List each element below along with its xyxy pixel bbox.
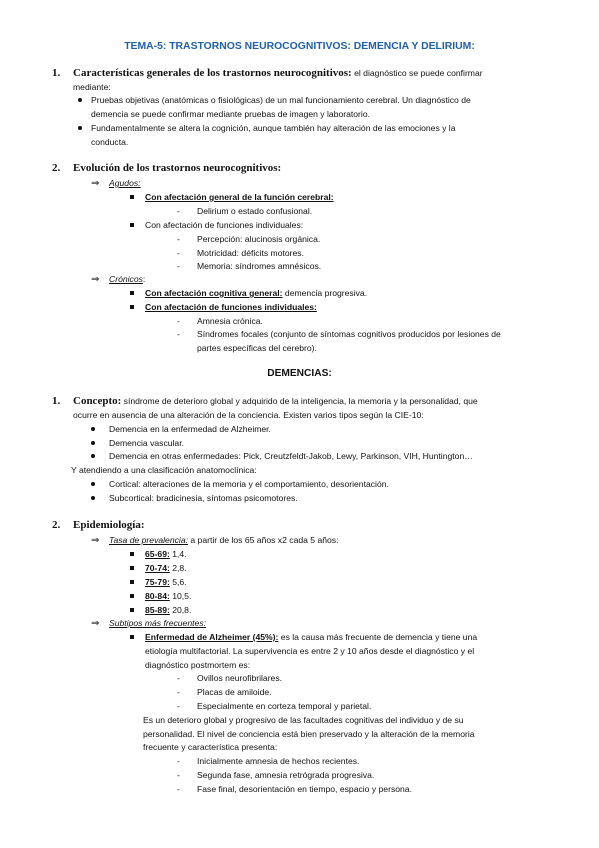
rate-value: 5,6. [169, 577, 187, 587]
list-item: Segunda fase, amnesia retrógrada progresiva. [197, 770, 375, 780]
section-number: 2. [52, 162, 61, 174]
list-item: Fase final, desorientación en tiempo, espacio y persona. [197, 784, 412, 794]
section-text: síndrome de deterioro global y adquirido de la inteligencia, la memoria y la personalidad, que [121, 396, 478, 406]
rate-value: 2,8. [169, 563, 187, 573]
rate-row [145, 591, 191, 602]
dash-bullet: - [177, 261, 180, 271]
section-heading: Epidemiología: [73, 519, 145, 531]
square-bullet [130, 635, 134, 639]
list-item-cont: partes específicas del cerebro). [197, 343, 317, 353]
dash-bullet: - [177, 673, 180, 683]
square-bullet [130, 608, 134, 612]
paragraph-line: ocurre en ausencia de una alteración de la conciencia. Existen varios tipos según la CIE-10: [73, 410, 424, 420]
list-item: Demencia vascular. [109, 438, 184, 448]
section-heading: Concepto: [73, 395, 122, 407]
list-item: Con afectación general de la función cerebral: [145, 192, 334, 202]
list-item-cont: demencia se puede confirmar mediante pruebas de imagen y laboratorio. [91, 109, 370, 119]
rate-range: 70-74: [145, 563, 170, 573]
rate-value: 20,8. [169, 605, 192, 615]
dash-bullet: - [177, 756, 180, 766]
arrow-right-icon: ⇒ [91, 535, 100, 546]
list-item: Cortical: alteraciones de la memoria y el comportamiento, desorientación. [109, 479, 389, 489]
paragraph-line: Y atendiendo a una clasificación anatomoclínica: [71, 465, 257, 475]
dash-bullet: - [177, 206, 180, 216]
rate-row [145, 605, 191, 616]
bullet [91, 441, 95, 445]
list-item: Ovillos neurofibrilares. [197, 673, 283, 683]
rate-value: 1,4. [169, 549, 187, 559]
list-item-label: Enfermedad de Alzheimer (45%): [145, 632, 279, 642]
colon: : [142, 274, 146, 284]
list-item: Subcortical: bradicinesia, síntomas psicomotores. [109, 493, 298, 503]
list-item: Placas de amiloide. [197, 687, 272, 697]
dash-bullet: - [177, 784, 180, 794]
square-bullet [130, 594, 134, 598]
rate-range: 85-89: [145, 605, 170, 615]
arrow-right-icon: ⇒ [91, 618, 100, 629]
bullet [78, 98, 82, 102]
list-item: Pruebas objetivas (anatómicas o fisiológicas) de un mal funcionamiento cerebral. Un diagnóstico de [91, 95, 471, 105]
section-title-demencias: DEMENCIAS: [267, 368, 332, 379]
paragraph-line: mediante: [73, 82, 111, 92]
list-item [145, 632, 477, 643]
subheading-tasa: Tasa de prevalencia: [109, 535, 188, 545]
dash-bullet: - [177, 316, 180, 326]
paragraph-line: Es un deterioro global y progresivo de las facultades cognitivas del individuo y de su [143, 715, 464, 725]
subheading-cronicos-line [109, 274, 145, 285]
dash-bullet: - [177, 329, 180, 339]
list-item: Inicialmente amnesia de hechos recientes. [197, 756, 360, 766]
list-item-cont: etiología multifactorial. La supervivencia es entre 2 y 10 años desde el diagnóstico y el [145, 646, 475, 656]
subheading-subtipos: Subtipos más frecuentes: [109, 618, 206, 628]
list-item-cont: conducta. [91, 137, 129, 147]
arrow-right-icon: ⇒ [91, 274, 100, 285]
paragraph-line: personalidad. El nivel de conciencia está bien preservado y la alteración de la memoria [143, 729, 475, 739]
rate-row [145, 549, 187, 560]
bullet [91, 454, 95, 458]
dash-bullet: - [177, 687, 180, 697]
dash-bullet: - [177, 770, 180, 780]
list-item-label: Con afectación cognitiva general: [145, 288, 283, 298]
bullet [91, 427, 95, 431]
list-item-cont: diagnóstico postmortem es: [145, 660, 251, 670]
list-item: Demencia en la enfermedad de Alzheimer. [109, 424, 271, 434]
section-heading: Evolución de los trastornos neurocognitivos: [73, 162, 282, 174]
square-bullet [130, 552, 134, 556]
dash-bullet: - [177, 234, 180, 244]
bullet [91, 482, 95, 486]
rate-row [145, 563, 187, 574]
subheading-cronicos: Crónicos [109, 274, 143, 284]
list-item [145, 288, 367, 299]
list-item: Delirium o estado confusional. [197, 206, 313, 216]
section-number: 1. [52, 67, 61, 79]
bullet [91, 496, 95, 500]
square-bullet [130, 580, 134, 584]
rate-row [145, 577, 187, 588]
list-item: Fundamentalmente se altera la cognición, aunque también hay alteración de las emociones y la [91, 123, 456, 133]
rate-value: 10,5. [169, 591, 192, 601]
list-item: Con afectación de funciones individuales: [145, 302, 317, 312]
list-item: Con afectación de funciones individuales: [145, 220, 304, 230]
list-item: Memoria: síndromes amnésicos. [197, 261, 322, 271]
section-text: el diagnóstico se puede confirmar [351, 68, 483, 78]
square-bullet [130, 195, 134, 199]
rate-range: 65-69: [145, 549, 170, 559]
arrow-right-icon: ⇒ [91, 178, 100, 189]
dash-bullet: - [177, 248, 180, 258]
section-heading-line [73, 68, 483, 79]
list-item-text: demencia progresiva. [282, 288, 368, 298]
square-bullet [130, 305, 134, 309]
subheading-text: a partir de los 65 años x2 cada 5 años: [188, 535, 339, 545]
list-item: Percepción: alucinosis orgánica. [197, 234, 321, 244]
list-item: Amnesia crónica. [197, 316, 263, 326]
list-item: Síndromes focales (conjunto de síntomas cognitivos producidos por lesiones de [197, 329, 501, 339]
list-item: Motricidad: déficits motores. [197, 248, 304, 258]
rate-range: 80-84: [145, 591, 170, 601]
square-bullet [130, 566, 134, 570]
section-number: 2. [52, 519, 61, 531]
rate-range: 75-79: [145, 577, 170, 587]
square-bullet [130, 223, 134, 227]
list-item: Demencia en otras enfermedades: Pick, Creutzfeldt-Jakob, Lewy, Parkinson, VIH, Huntington… [109, 451, 473, 461]
subheading-line [109, 535, 339, 546]
page-title: TEMA-5: TRASTORNOS NEUROCOGNITIVOS: DEMENCIA Y DELIRIUM: [124, 41, 475, 52]
section-number: 1. [52, 395, 61, 407]
subheading-agudos: Agudos: [109, 178, 141, 188]
section-heading: Características generales de los trastornos neurocognitivos: [73, 67, 352, 79]
bullet [78, 126, 82, 130]
list-item-text: es la causa más frecuente de demencia y tiene una [278, 632, 478, 642]
square-bullet [130, 291, 134, 295]
list-item: Especialmente en corteza temporal y parietal. [197, 701, 372, 711]
dash-bullet: - [177, 701, 180, 711]
section-heading-line [73, 396, 478, 407]
paragraph-line: frecuente y característica presenta: [143, 742, 278, 752]
